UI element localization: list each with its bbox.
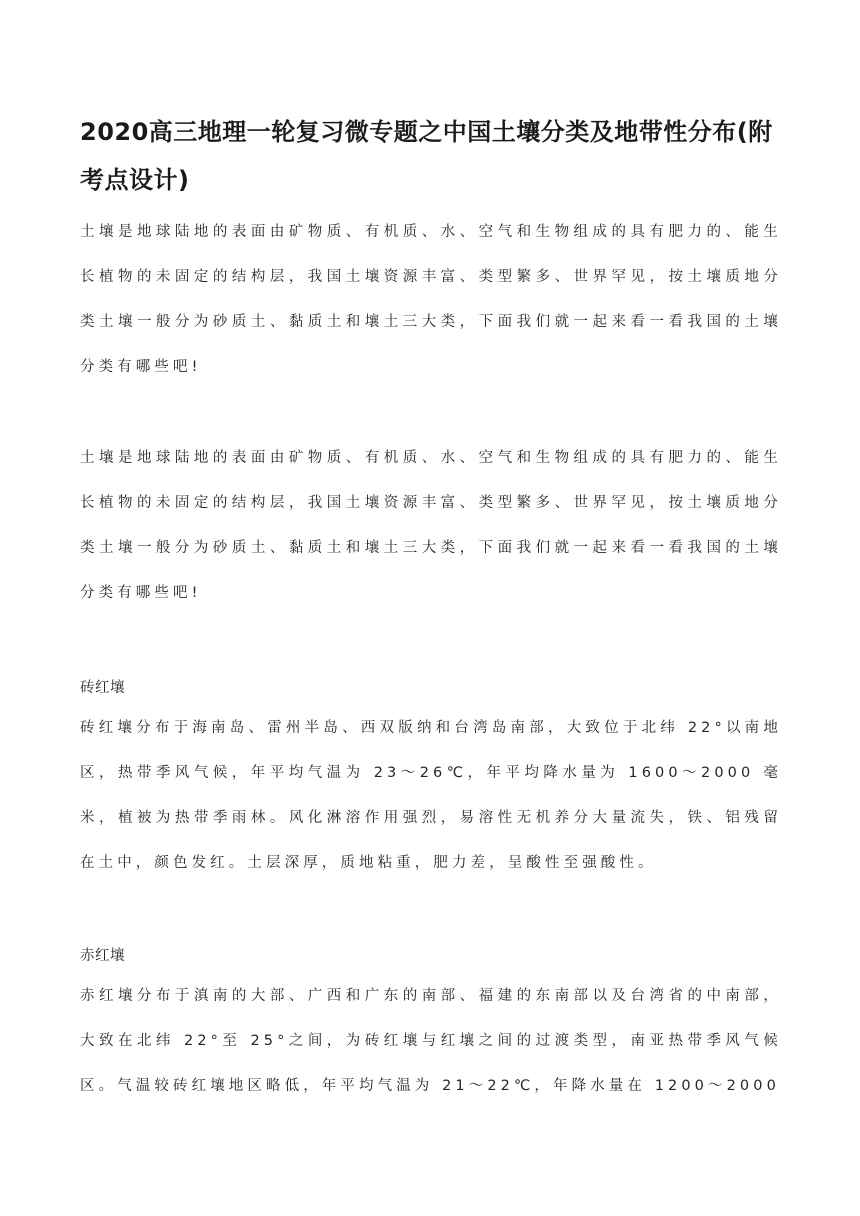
intro-paragraph-2: 土壤是地球陆地的表面由矿物质、有机质、水、空气和生物组成的具有肥力的、能生长植物的未固定的结构层，我国土壤资源丰富、类型繁多、世界罕见，按土壤质地分类土壤一般分为砂质土、黏质土和壤土三大类，下面我们就一起来看一看我国的土壤分类有哪些吧!	[80, 450, 782, 601]
section-heading-brick-red-soil: 砖红壤	[80, 680, 125, 696]
document-title: 2020高三地理一轮复习微专题之中国土壤分类及地带性分布(附考点设计)	[80, 118, 773, 194]
section-body-lateritic-red-soil: 赤红壤分布于滇南的大部、广西和广东的南部、福建的东南部以及台湾省的中南部，大致在北纬 22°至 25°之间，为砖红壤与红壤之间的过渡类型，南亚热带季风气候区。气温较砖红壤地区略低，年平均气温为 21～22℃，年降水量在 1200～2000	[80, 988, 782, 1094]
section-heading-lateritic-red-soil: 赤红壤	[80, 948, 125, 964]
intro-paragraph-1: 土壤是地球陆地的表面由矿物质、有机质、水、空气和生物组成的具有肥力的、能生长植物的未固定的结构层，我国土壤资源丰富、类型繁多、世界罕见，按土壤质地分类土壤一般分为砂质土、黏质土和壤土三大类，下面我们就一起来看一看我国的土壤分类有哪些吧!	[80, 224, 782, 375]
section-body-brick-red-soil: 砖红壤分布于海南岛、雷州半岛、西双版纳和台湾岛南部，大致位于北纬 22°以南地区，热带季风气候，年平均气温为 23～26℃，年平均降水量为 1600～2000 毫米，植被为热带季雨林。风化淋溶作用强烈，易溶性无机养分大量流失，铁、铝残留在土中，颜色发红。土层深厚，质地粘重，肥力差，呈酸性至强酸性。	[80, 720, 782, 871]
